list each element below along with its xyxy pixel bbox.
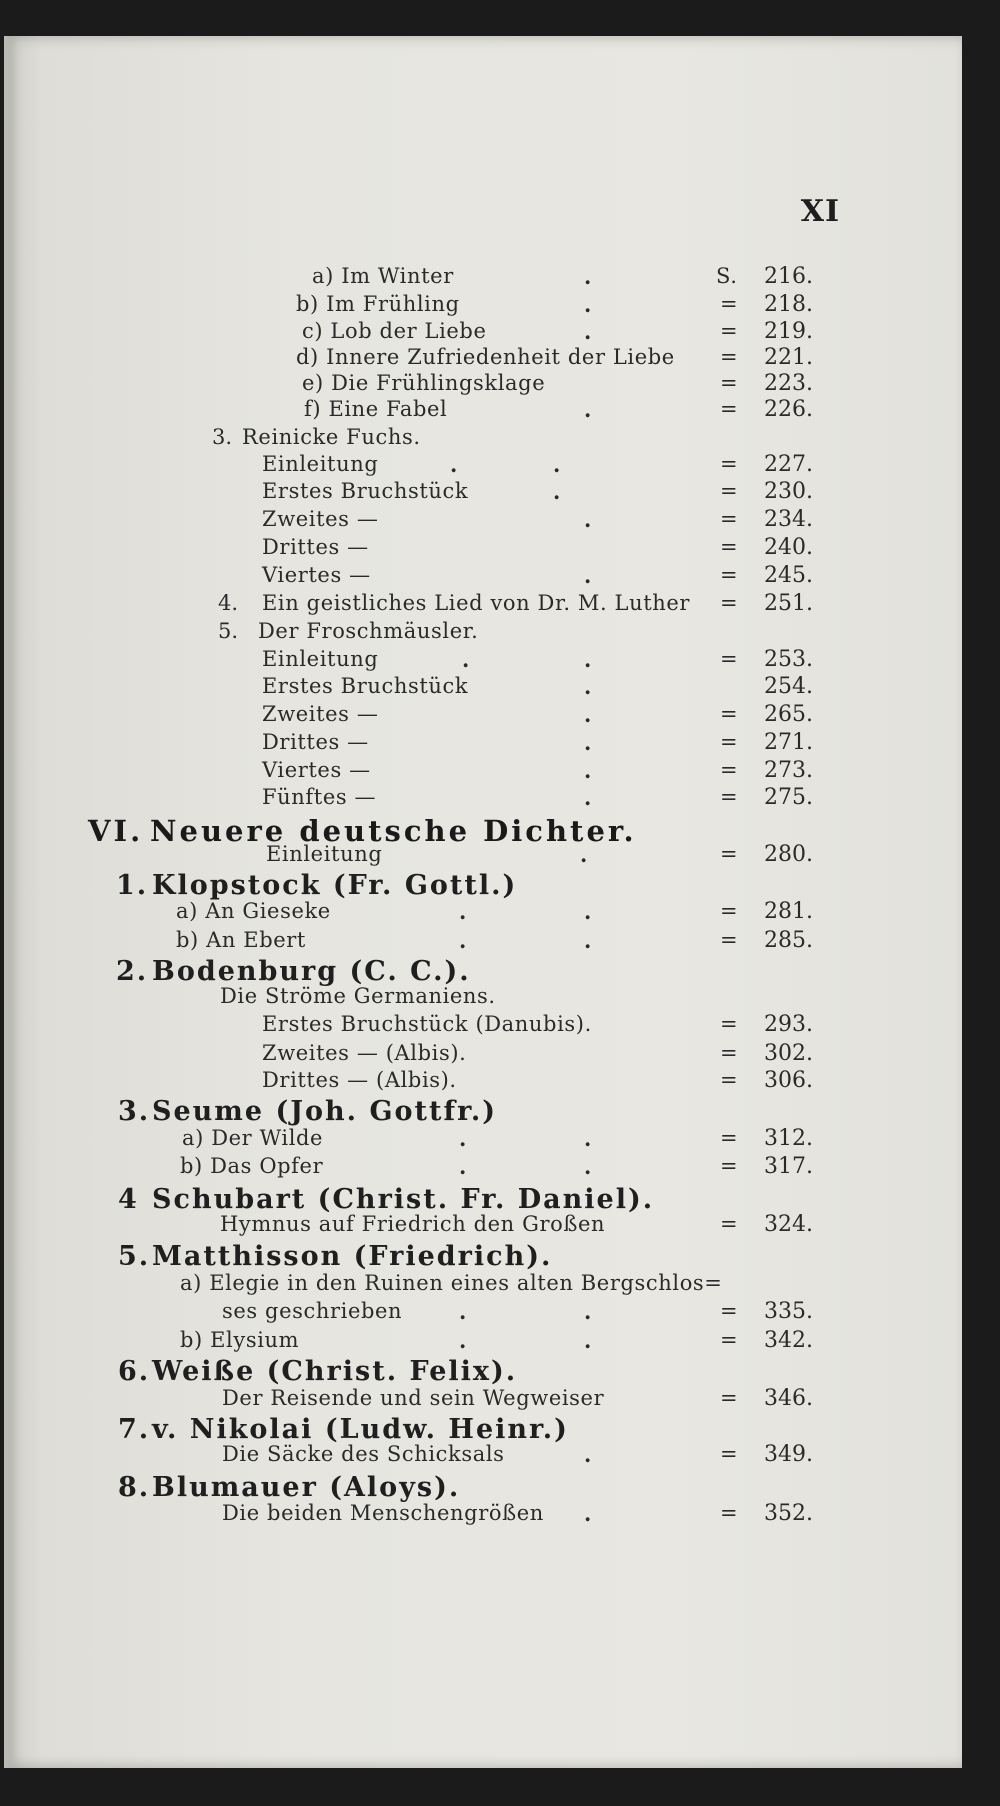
page-reference: 346. [764,1386,813,1411]
page-ref-marker: = [720,479,739,503]
page-reference: 245. [764,563,813,588]
entry-title: e) Die Frühlingsklage [302,371,546,395]
toc-entry [4,814,962,848]
entry-title: Viertes — [262,758,371,782]
toc-entry [4,1501,962,1531]
entry-title: Bodenburg (C. C.). [152,956,471,987]
entry-title: Drittes — [262,535,369,559]
leader-dot: . [584,1126,592,1151]
leader-dot: . [584,1501,592,1526]
page-ref-marker: = [720,371,739,395]
toc-entry [4,1328,962,1358]
toc-entry [4,1472,962,1502]
page-ref-marker: = [720,758,739,782]
entry-number: 3. [212,425,233,449]
page-ref-marker: = [720,563,739,587]
page-ref-marker: = [720,928,739,952]
entry-title: b) Im Frühling [296,292,460,316]
entry-number: 8. [118,1472,151,1503]
leader-dot: . [584,1154,592,1179]
entry-title: Ein geistliches Lied von Dr. M. Luther [262,591,691,615]
page-ref-marker: = [720,785,739,809]
entry-title: f) Eine Fabel [304,397,448,421]
entry-title: Zweites — [262,507,379,531]
page-reference: 306. [764,1068,813,1093]
page-ref-marker: = [720,1068,739,1092]
table-of-contents [4,36,962,1768]
toc-entry [4,702,962,732]
page-reference: 342. [764,1328,813,1353]
toc-entry [4,507,962,537]
entry-title: b) Das Opfer [180,1154,324,1178]
entry-title: Reinicke Fuchs. [242,425,421,449]
page-reference: 218. [764,292,813,317]
page-reference: 275. [764,785,813,810]
entry-title: b) Elysium [180,1328,300,1352]
toc-entry [4,1212,962,1242]
entry-title: ses geschrieben [222,1299,403,1323]
entry-title: Drittes — (Albis). [262,1068,457,1092]
leader-dot: . [584,647,592,672]
page-reference: 285. [764,928,813,953]
toc-entry [4,984,962,1014]
page-number: XI [800,194,840,229]
page-ref-marker: = [720,1212,739,1236]
page-ref-marker: = [720,1154,739,1178]
leader-dot: . [580,842,588,867]
toc-entry [4,647,962,677]
entry-title: Hymnus auf Friedrich den Großen [220,1212,606,1236]
entry-title: Einleitung [262,647,379,671]
entry-number: 7. [118,1414,151,1445]
leader-dot: . [450,452,458,477]
leader-dot: . [584,563,592,588]
leader-dot: . [553,452,561,477]
page-reference: 280. [764,842,813,867]
toc-entry [4,1299,962,1329]
page-ref-marker: = [720,1442,739,1466]
leader-dot: . [459,1328,467,1353]
page-reference: 302. [764,1041,813,1066]
page-reference: 216. [764,264,813,289]
toc-entry [4,956,962,986]
page-reference: 349. [764,1442,813,1467]
page-ref-marker: = [720,730,739,754]
toc-entry [4,264,962,294]
entry-title: Die beiden Menschengrößen [222,1501,544,1525]
page-ref-marker: = [720,319,739,343]
toc-entry [4,425,962,455]
toc-entry [4,1154,962,1184]
page-ref-marker: = [720,292,739,316]
toc-entry [4,1041,962,1071]
entry-number: 5. [218,619,239,643]
toc-entry [4,1241,962,1271]
page-reference: 226. [764,397,813,422]
page-ref-marker: = [720,842,739,866]
page-ref-marker: = [720,1041,739,1065]
leader-dot: . [459,1126,467,1151]
leader-dot: . [584,1328,592,1353]
entry-title: Matthisson (Friedrich). [152,1241,553,1272]
toc-entry [4,1096,962,1126]
leader-dot: . [584,899,592,924]
entry-title: Seume (Joh. Gottfr.) [152,1096,497,1127]
entry-title: Blumauer (Aloys). [152,1472,461,1503]
book-page [4,36,962,1768]
entry-title: Zweites — [262,702,379,726]
entry-title: Erstes Bruchstück (Danubis). [262,1012,592,1036]
toc-entry [4,870,962,900]
page-ref-marker: = [720,507,739,531]
toc-entry [4,1184,962,1214]
leader-dot: . [584,702,592,727]
entry-title: Viertes — [262,563,371,587]
leader-dot: . [459,899,467,924]
page-ref-marker: = [720,1501,739,1525]
entry-title: d) Innere Zufriedenheit der Liebe [296,345,675,369]
page-ref-marker: = [720,647,739,671]
page-reference: 352. [764,1501,813,1526]
entry-title: Die Säcke des Schicksals [222,1442,505,1466]
page-ref-marker: = [720,397,739,421]
entry-number: VI. [88,814,144,848]
toc-entry [4,591,962,621]
entry-title: a) Der Wilde [182,1126,324,1150]
toc-entry [4,452,962,482]
toc-entry [4,785,962,815]
entry-number: 5. [118,1241,151,1272]
entry-title: Drittes — [262,730,369,754]
entry-title: c) Lob der Liebe [302,319,487,343]
toc-entry [4,292,962,322]
entry-title: Einleitung [262,452,379,476]
page-ref-marker: S. [716,264,738,288]
leader-dot: . [584,397,592,422]
leader-dot: . [584,730,592,755]
page-reference: 271. [764,730,813,755]
toc-entry [4,730,962,760]
page-reference: 223. [764,371,813,396]
page-reference: 234. [764,507,813,532]
toc-entry [4,758,962,788]
page-reference: 281. [764,899,813,924]
entry-title: Neuere deutsche Dichter. [150,814,637,848]
page-reference: 253. [764,647,813,672]
toc-entry [4,1386,962,1416]
toc-entry [4,1068,962,1098]
leader-dot: . [459,928,467,953]
toc-entry [4,1356,962,1386]
leader-dot: . [584,292,592,317]
leader-dot: . [584,785,592,810]
page-reference: 265. [764,702,813,727]
entry-title: Der Froschmäusler. [258,619,479,643]
entry-title: Erstes Bruchstück [262,674,469,698]
page-ref-marker: = [720,702,739,726]
page-ref-marker: = [720,535,739,559]
page-reference: 317. [764,1154,813,1179]
page-ref-marker: = [720,1386,739,1410]
toc-entry [4,397,962,427]
page-reference: 335. [764,1299,813,1324]
page-ref-marker: = [720,1299,739,1323]
page-reference: 240. [764,535,813,560]
page-reference: 227. [764,452,813,477]
toc-entry [4,619,962,649]
page-ref-marker: = [720,591,739,615]
page-reference: 254. [764,674,813,699]
page-reference: 324. [764,1212,813,1237]
entry-title: Zweites — (Albis). [262,1041,467,1065]
entry-title: a) Elegie in den Ruinen eines alten Bergschlos= [180,1271,723,1295]
entry-title: a) An Gieseke [176,899,331,923]
entry-title: Einleitung [266,842,383,866]
entry-title: Der Reisende und sein Wegweiser [222,1386,605,1410]
toc-entry [4,563,962,593]
toc-entry [4,842,962,872]
leader-dot: . [459,1299,467,1324]
toc-entry [4,674,962,704]
entry-title: Die Ströme Germaniens. [220,984,496,1008]
leader-dot: . [553,479,561,504]
page-reference: 221. [764,345,813,370]
entry-title: Schubart (Christ. Fr. Daniel). [152,1184,655,1215]
leader-dot: . [584,928,592,953]
entry-number: 4 [118,1184,139,1215]
toc-entry [4,479,962,509]
entry-title: Weiße (Christ. Felix). [152,1356,518,1387]
leader-dot: . [584,507,592,532]
leader-dot: . [584,264,592,289]
toc-entry [4,928,962,958]
entry-title: a) Im Winter [312,264,454,288]
entry-number: 1. [116,870,149,901]
leader-dot: . [584,1299,592,1324]
page-ref-marker: = [720,1012,739,1036]
entry-title: Erstes Bruchstück [262,479,469,503]
page-reference: 251. [764,591,813,616]
page-ref-marker: = [720,1328,739,1352]
toc-entry [4,1012,962,1042]
entry-title: b) An Ebert [176,928,306,952]
page-reference: 219. [764,319,813,344]
toc-entry [4,1442,962,1472]
entry-number: 6. [118,1356,151,1387]
page-ref-marker: = [720,899,739,923]
toc-entry [4,1126,962,1156]
page-ref-marker: = [720,345,739,369]
page-ref-marker: = [720,1126,739,1150]
leader-dot: . [459,1154,467,1179]
page-reference: 273. [764,758,813,783]
entry-title: Fünftes — [262,785,377,809]
entry-number: 4. [218,591,239,615]
entry-number: 2. [116,956,149,987]
toc-entry [4,1271,962,1301]
toc-entry [4,899,962,929]
entry-number: 3. [118,1096,151,1127]
entry-title: Klopstock (Fr. Gottl.) [152,870,518,901]
page-ref-marker: = [720,452,739,476]
leader-dot: . [584,319,592,344]
toc-entry [4,535,962,565]
page-reference: 230. [764,479,813,504]
page-reference: 312. [764,1126,813,1151]
toc-entry [4,1414,962,1444]
leader-dot: . [584,1442,592,1467]
entry-title: v. Nikolai (Ludw. Heinr.) [152,1414,569,1445]
leader-dot: . [584,674,592,699]
leader-dot: . [584,758,592,783]
leader-dot: . [462,647,470,672]
page-reference: 293. [764,1012,813,1037]
